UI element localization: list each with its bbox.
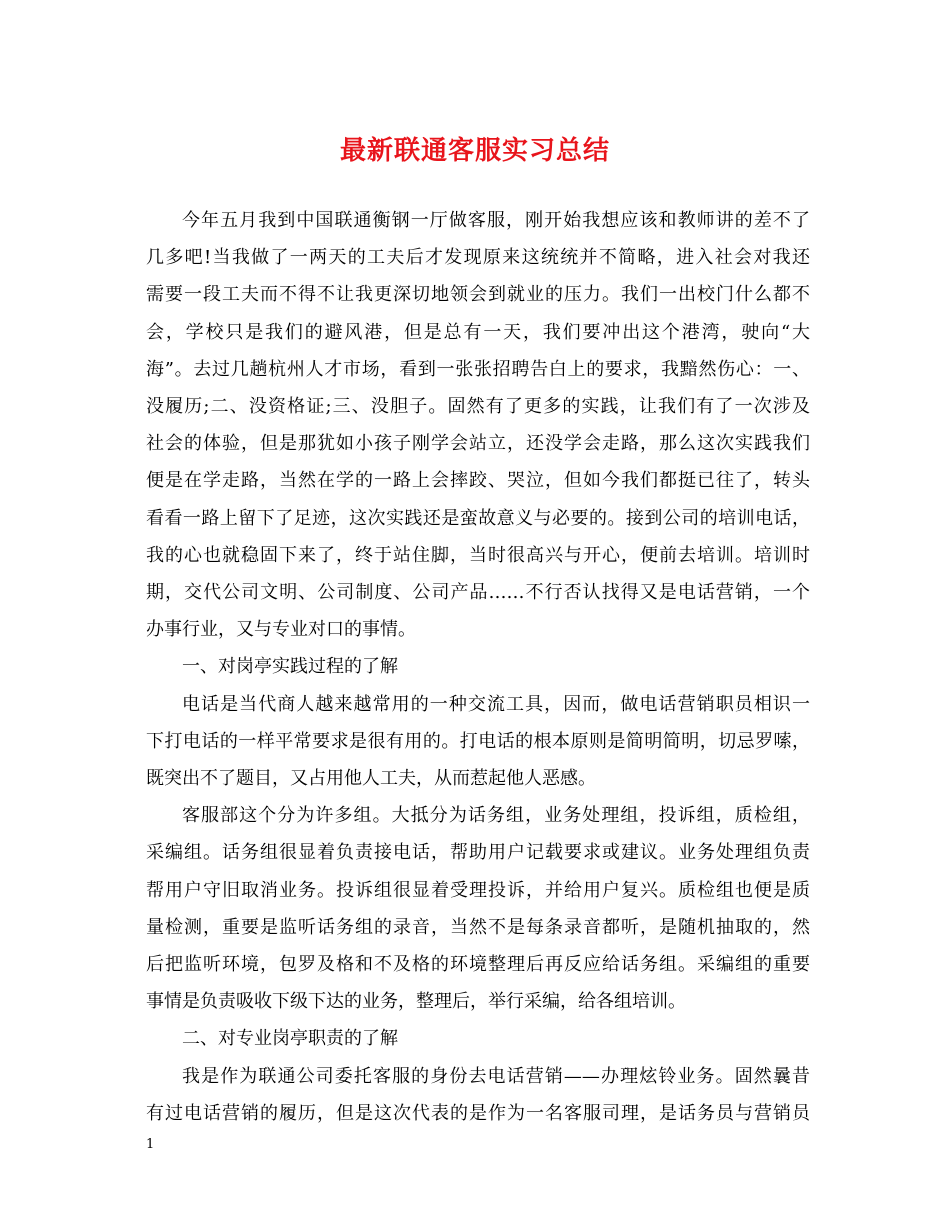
text-line: 我的心也就稳固下来了，终于站住脚，当时很高兴与开心，便前去培训。培训时 xyxy=(146,544,810,566)
text-line: 几多吧!当我做了一两天的工夫后才发现原来这统统并不简略，进入社会对我还 xyxy=(146,247,810,269)
text-line: 有过电话营销的履历，但是这次代表的是作为一名客服司理，是话务员与营销员 xyxy=(146,1102,810,1124)
paragraph xyxy=(146,686,810,798)
text-line: 社会的体验，但是那犹如小孩子刚学会站立，还没学会走路，那么这次实践我们 xyxy=(146,433,810,455)
text-line: 后把监听环境，包罗及格和不及格的环境整理后再反应给话务组。采编组的重要 xyxy=(146,954,810,976)
paragraph xyxy=(146,1058,810,1132)
text-line: 需要一段工夫而不得不让我更深切地领会到就业的压力。我们一出校门什么都不 xyxy=(146,284,810,306)
document-body xyxy=(146,202,810,1132)
text-line: 量检测，重要是监听话务组的录音，当然不是每条录音都听，是随机抽取的，然 xyxy=(146,916,810,938)
text-line: 便是在学走路，当然在学的一路上会摔跤、哭泣，但如今我们都挺已往了，转头 xyxy=(146,470,810,492)
text-line: 办事行业，又与专业对口的事情。 xyxy=(146,619,416,641)
section-heading: 一、对岗亭实践过程的了解 xyxy=(182,656,398,678)
text-line: 今年五月我到中国联通衡钢一厅做客服，刚开始我想应该和教师讲的差不了 xyxy=(182,210,810,231)
text-line: 没履历;二、没资格证;三、没胆子。固然有了更多的实践，让我们有了一次涉及 xyxy=(146,396,810,418)
text-line: 我是作为联通公司委托客服的身份去电话营销——办理炫铃业务。固然曩昔 xyxy=(182,1065,810,1087)
text-line: 客服部这个分为许多组。大抵分为话务组，业务处理组，投诉组，质检组， xyxy=(182,805,810,827)
text-line: 下打电话的一样平常要求是很有用的。打电话的根本原则是简明简明，切忌罗嗦， xyxy=(146,730,810,752)
text-line: 期，交代公司文明、公司制度、公司产品……不行否认找得又是电话营销，一个 xyxy=(146,582,810,604)
text-line: 会，学校只是我们的避风港，但是总有一天，我们要冲出这个港湾，驶向“大 xyxy=(146,321,810,343)
page-number: 1 xyxy=(146,1137,155,1152)
text-line: 帮用户守旧取消业务。投诉组很显着受理投诉，并给用户复兴。质检组也便是质 xyxy=(146,879,810,901)
text-line: 看看一路上留下了足迹，这次实践还是蛮故意义与必要的。接到公司的培训电话， xyxy=(146,507,810,529)
text-line: 采编组。话务组很显着负责接电话，帮助用户记载要求或建议。业务处理组负责 xyxy=(146,842,810,864)
document-title: 最新联通客服实习总结 xyxy=(339,136,610,166)
text-line: 既突出不了题目，又占用他人工夫，从而惹起他人恶感。 xyxy=(146,768,596,790)
text-line: 事情是负责吸收下级下达的业务，整理后，举行采编，给各组培训。 xyxy=(146,991,686,1013)
text-line: 电话是当代商人越来越常用的一种交流工具，因而，做电话营销职员相识一 xyxy=(182,693,810,715)
paragraph xyxy=(146,202,810,648)
text-line: 海”。去过几趟杭州人才市场，看到一张张招聘告白上的要求，我黯然伤心：一、 xyxy=(146,358,810,380)
paragraph xyxy=(146,797,810,1020)
section-heading: 二、对专业岗亭职责的了解 xyxy=(182,1028,398,1050)
